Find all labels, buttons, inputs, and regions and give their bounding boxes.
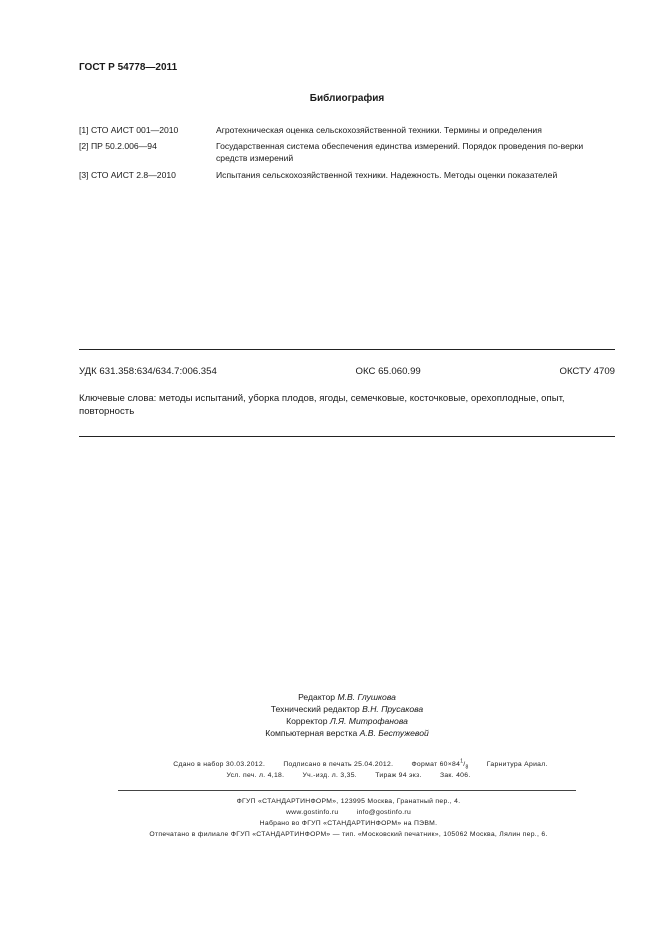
tech-editor-label: Технический редактор xyxy=(270,704,360,714)
print-info-line2 xyxy=(18,770,661,781)
print-format: Формат $60\times 84^1/_8$ xyxy=(411,759,469,771)
bibliography-ref: [3] СТО АИСТ 2.8—2010 xyxy=(79,170,176,180)
print-sheets: Усл. печ. л. 4,18. xyxy=(226,772,285,779)
standard-number: ГОСТ Р 54778—2011 xyxy=(79,62,178,73)
divider-publisher xyxy=(118,790,576,791)
bibliography-entry xyxy=(79,141,615,164)
print-run: Тираж 94 экз. xyxy=(375,772,422,779)
pub-sheets: Уч.-изд. л. 3,35. xyxy=(302,772,357,779)
oks-code: ОКС 65.060.99 xyxy=(355,366,421,377)
publisher-web[interactable]: www.gostinfo.ru xyxy=(285,809,339,816)
format-num: 1 xyxy=(460,759,464,765)
order-number: Зак. 406. xyxy=(439,772,471,779)
imprint-corrector xyxy=(0,715,661,727)
layout-label: Компьютерная верстка xyxy=(265,728,358,738)
typeface: Гарнитура Ариал. xyxy=(486,761,548,769)
publisher-printed: Отпечатано в филиале ФГУП «СТАНДАРТИНФОРМ» — тип. «Московский печатник», 105062 Москва, Лялин пер., 6. xyxy=(149,831,548,838)
publisher-contacts xyxy=(18,807,661,818)
corrector-name: Л.Я. Митрофанова xyxy=(329,716,408,726)
bibliography-text: Государственная система обеспечения единства измерений. Порядок проведения по-верки средств измерений xyxy=(216,141,584,163)
okstu-code: ОКСТУ 4709 xyxy=(559,366,615,377)
imprint-layout xyxy=(0,727,661,739)
udk-code: УДК 631.358:634/634.7:006.354 xyxy=(79,366,217,377)
bibliography-entry xyxy=(79,170,615,182)
signed-date: Подписано в печать 25.04.2012. xyxy=(283,761,394,769)
editor-label: Редактор xyxy=(298,692,336,702)
format-den: 8 xyxy=(465,764,469,771)
bibliography-ref: [2] ПР 50.2.006—94 xyxy=(79,141,157,151)
publisher-address: ФГУП «СТАНДАРТИНФОРМ», 123995 Москва, Гранатный пер., 4. xyxy=(236,798,461,805)
bibliography-entry xyxy=(79,125,615,137)
divider-bottom xyxy=(79,436,615,437)
classification-row xyxy=(79,366,615,377)
bibliography-ref: [1] СТО АИСТ 001—2010 xyxy=(79,125,179,135)
keywords: Ключевые слова: методы испытаний, уборка плодов, ягоды, семечковые, косточковые, орехоплодные, опыт, повторность xyxy=(79,393,565,417)
editor-name: М.В. Глушкова xyxy=(337,692,396,702)
bibliography-text: Испытания сельскохозяйственной техники. Надежность. Методы оценки показателей xyxy=(216,170,558,180)
bibliography-text: Агротехническая оценка сельскохозяйственной техники. Термины и определения xyxy=(216,125,542,135)
submitted-date: Сдано в набор 30.03.2012. xyxy=(173,761,266,769)
publisher-typeset: Набрано во ФГУП «СТАНДАРТИНФОРМ» на ПЭВМ. xyxy=(259,820,438,827)
imprint-editor xyxy=(0,691,661,703)
divider-top xyxy=(79,349,615,350)
tech-editor-name: В.Н. Прусакова xyxy=(362,704,424,714)
publisher-email[interactable]: info@gostinfo.ru xyxy=(356,809,412,816)
bibliography-title: Библиография xyxy=(309,93,385,104)
layout-name: А.В. Бестужевой xyxy=(359,728,429,738)
format-label: Формат 60×84 xyxy=(411,761,461,769)
corrector-label: Корректор xyxy=(286,716,328,726)
imprint-tech-editor xyxy=(0,703,661,715)
